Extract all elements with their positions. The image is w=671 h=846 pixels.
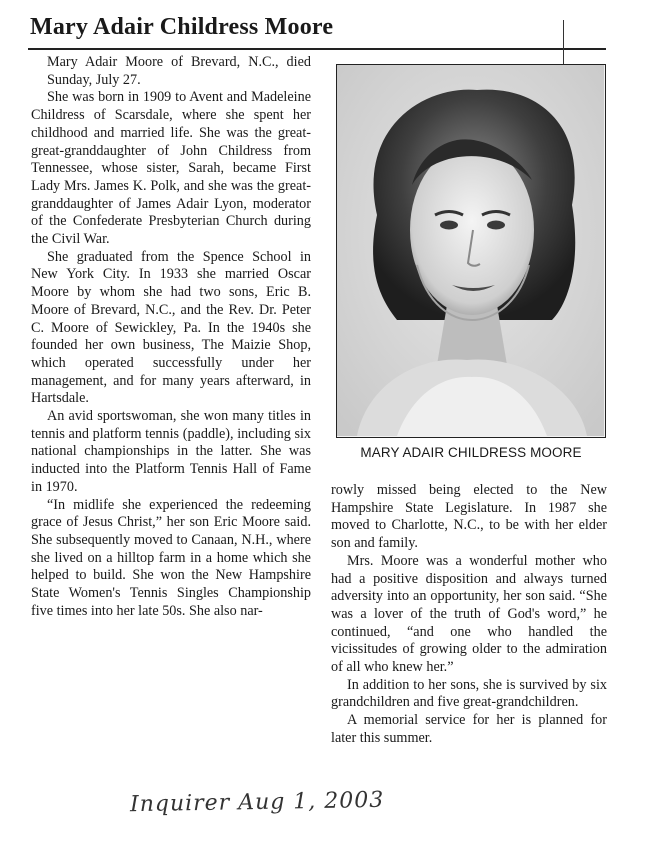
paragraph: She graduated from the Spence School in New York City. In 1933 she married Oscar Moore by whom she had two sons, Eric B. Moore of Brevard, N.C., and the Rev. Dr. Peter C. Moore of Sewickley, Pa. In the 1940s she founded her own business, The Maizie Shop, which operated successfully under her management, and for many years afterward, in Hartsdale. bbox=[31, 248, 311, 407]
portrait-photo bbox=[336, 64, 606, 438]
left-text-column bbox=[31, 54, 311, 621]
obituary-headline: Mary Adair Childress Moore bbox=[30, 14, 334, 40]
photo-caption: MARY ADAIR CHILDRESS MOORE bbox=[360, 445, 582, 460]
paragraph: In addition to her sons, she is survived by six grandchildren and five great-grandchildren. bbox=[331, 676, 607, 711]
portrait-image bbox=[337, 65, 604, 436]
handwritten-date-note: Inquirer Aug 1, 2003 bbox=[129, 787, 385, 818]
paragraph: She was born in 1909 to Avent and Madeleine Childress of Scarsdale, where she spent her childhood and married life. She was the great-great-granddaughter of John Childress from Tennessee, whose sister, Sarah, became First Lady Mrs. James K. Polk, and she was the great-granddaughter of James Adair Lyon, moderator of the Confederate Presbyterian Church during the Civil War. bbox=[31, 89, 311, 248]
paragraph: “In midlife she experienced the redeeming grace of Jesus Christ,” her son Eric Moore said. She subsequently moved to Canaan, N.H., where she lived on a hilltop farm in a home which she helped to build. She won the New Hampshire State Women's Tennis Singles Championship five times into her late 50s. She also nar- bbox=[31, 496, 311, 619]
paragraph: rowly missed being elected to the New Hampshire State Legislature. In 1987 she moved to Charlotte, N.C., to be with her elder son and family. bbox=[331, 482, 607, 552]
paragraph: An avid sportswoman, she won many titles in tennis and platform tennis (paddle), including six national championships in the latter. She was inducted into the Platform Tennis Hall of Fame in 1970. bbox=[31, 408, 311, 495]
paragraph: Mary Adair Moore of Brevard, N.C., died Sunday, July 27. bbox=[47, 54, 311, 88]
right-text-column bbox=[331, 482, 607, 748]
paragraph: A memorial service for her is planned for later this summer. bbox=[331, 712, 607, 746]
paragraph: Mrs. Moore was a wonderful mother who had a positive disposition and always turned adversity into an opportunity, her son said. “She was a lover of the truth of God's word,” he continued, “and one who handled the vicissitudes of growing older to the admiration of all who knew her.” bbox=[331, 552, 607, 676]
headline-rule bbox=[28, 48, 606, 50]
